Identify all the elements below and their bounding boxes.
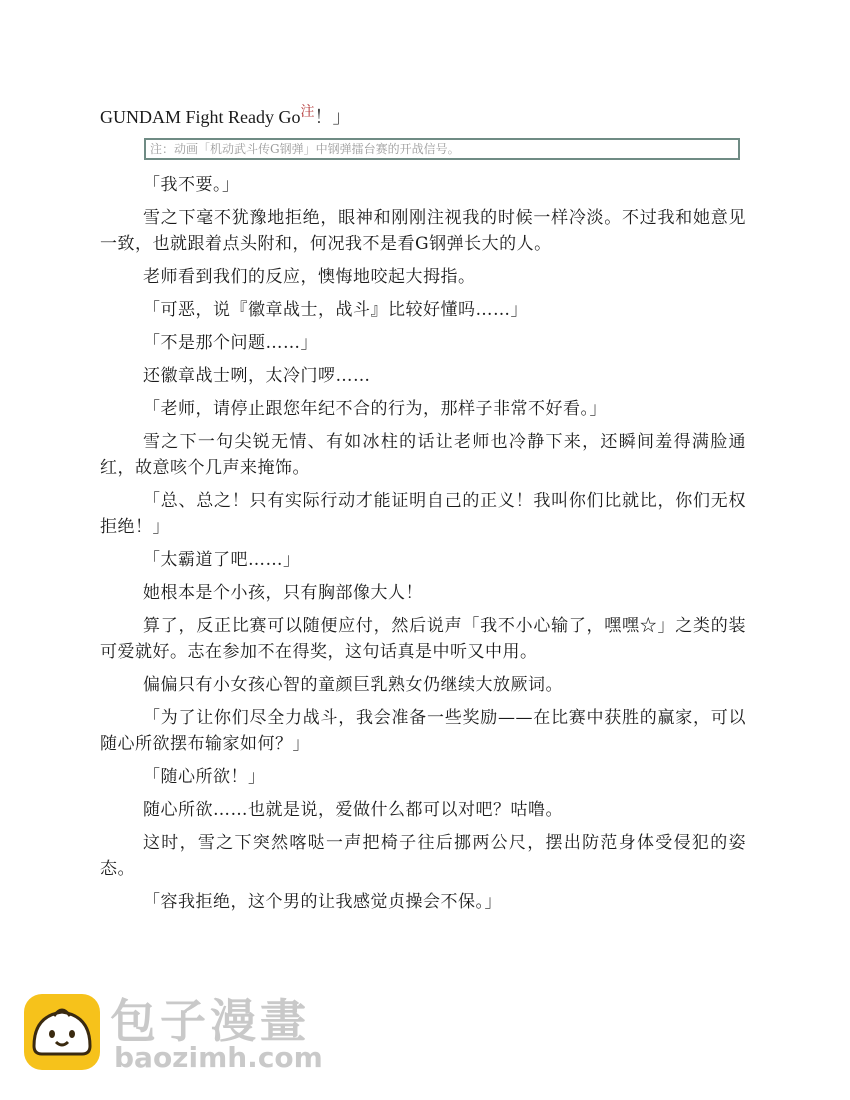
paragraph: 雪之下毫不犹豫地拒绝，眼神和刚刚注视我的时候一样冷淡。不过我和她意见一致，也就跟着点头附和，何况我不是看G钢弹长大的人。 — [100, 208, 746, 254]
paragraph: 随心所欲……也就是说，爱做什么都可以对吧？咕噜。 — [143, 800, 563, 820]
heading-text: GUNDAM Fight Ready Go — [100, 107, 301, 127]
heading-tail: ！」 — [314, 107, 351, 127]
bun-logo-icon — [24, 994, 100, 1070]
paragraph: 「容我拒绝，这个男的让我感觉贞操会不保。」 — [143, 892, 502, 912]
watermark-title: 包子漫畫 — [110, 994, 310, 1048]
heading-line — [100, 100, 746, 130]
paragraph: 「总、总之！只有实际行动才能证明自己的正义！我叫你们比就比，你们无权拒绝！」 — [100, 491, 746, 537]
paragraph: 「我不要。」 — [143, 175, 240, 195]
document-page — [100, 100, 746, 922]
paragraph: 「随心所欲！」 — [143, 767, 266, 787]
paragraph: 还徽章战士咧，太冷门啰…… — [143, 366, 371, 386]
footnote-box: 注：动画「机动武斗传G钢弹」中钢弹擂台赛的开战信号。 — [144, 138, 740, 160]
paragraph: 「不是那个问题……」 — [143, 333, 318, 353]
watermark-url: baozimh.com — [114, 1041, 323, 1074]
watermark — [24, 994, 354, 1072]
paragraph: 这时，雪之下突然喀哒一声把椅子往后挪两公尺，摆出防范身体受侵犯的姿态。 — [100, 833, 746, 879]
paragraph: 「为了让你们尽全力战斗，我会准备一些奖励——在比赛中获胜的赢家，可以随心所欲摆布输家如何？」 — [100, 708, 746, 754]
paragraph: 算了，反正比赛可以随便应付，然后说声「我不小心输了，嘿嘿☆」之类的装可爱就好。志在参加不在得奖，这句话真是中听又中用。 — [100, 616, 746, 662]
paragraph: 雪之下一句尖锐无情、有如冰柱的话让老师也冷静下来，还瞬间羞得满脸通红，故意咳个几声来掩饰。 — [100, 432, 746, 478]
paragraph: 偏偏只有小女孩心智的童颜巨乳熟女仍继续大放厥词。 — [143, 675, 563, 695]
paragraph: 「老师，请停止跟您年纪不合的行为，那样子非常不好看。」 — [143, 399, 607, 419]
paragraph: 她根本是个小孩，只有胸部像大人！ — [143, 583, 423, 603]
paragraph: 老师看到我们的反应，懊悔地咬起大拇指。 — [143, 267, 476, 287]
footnote-marker[interactable]: 注 — [300, 105, 315, 120]
paragraph: 「可恶，说『徽章战士，战斗』比较好懂吗……」 — [143, 300, 528, 320]
paragraph: 「太霸道了吧……」 — [143, 550, 301, 570]
